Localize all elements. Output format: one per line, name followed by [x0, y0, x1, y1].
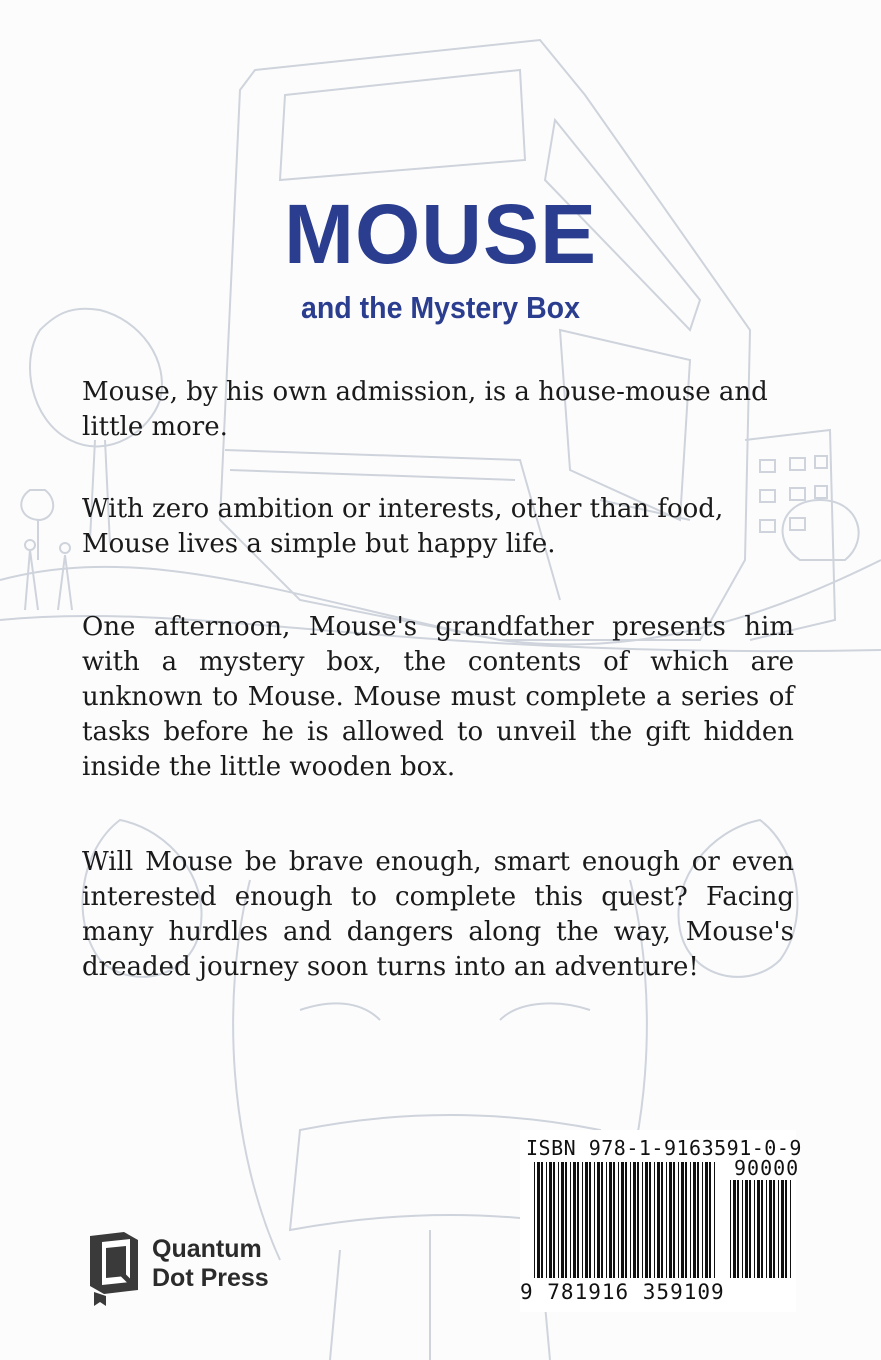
blurb-paragraph-1: Mouse, by his own admission, is a house-mouse and little more. — [82, 377, 768, 442]
blurb-paragraph-3: One afternoon, Mouse's grandfather presents him with a mystery box, the contents of which are unknown to Mouse. Mouse must complete a series of tasks before he is allowed to unveil the gift hidden inside the little wooden box. — [82, 612, 794, 782]
barcode-bars — [534, 1162, 718, 1278]
isbn-barcode — [520, 1130, 802, 1312]
price-code: 90000 — [734, 1156, 800, 1180]
ean-digits: 9 781916 359109 — [520, 1280, 725, 1304]
barcode-addon-bars — [730, 1180, 792, 1278]
publisher-name-line-1: Quantum — [152, 1235, 262, 1263]
book-subtitle: and the Mystery Box — [301, 290, 580, 325]
blurb-paragraph-2: With zero ambition or interests, other than food, Mouse lives a simple but happy life. — [82, 494, 724, 559]
book-logo-icon — [86, 1228, 142, 1308]
isbn-number: ISBN 978-1-9163591-0-9 — [526, 1136, 802, 1160]
blurb-paragraph-4: Will Mouse be brave enough, smart enough or even interested enough to complete this quest? Facing many hurdles and dangers along the way, Mouse's dreaded journey soon turns into an adventure! — [82, 847, 794, 982]
book-title: MOUSE — [283, 187, 598, 281]
publisher-name-line-2: Dot Press — [152, 1264, 269, 1292]
publisher-logo — [86, 1228, 316, 1308]
